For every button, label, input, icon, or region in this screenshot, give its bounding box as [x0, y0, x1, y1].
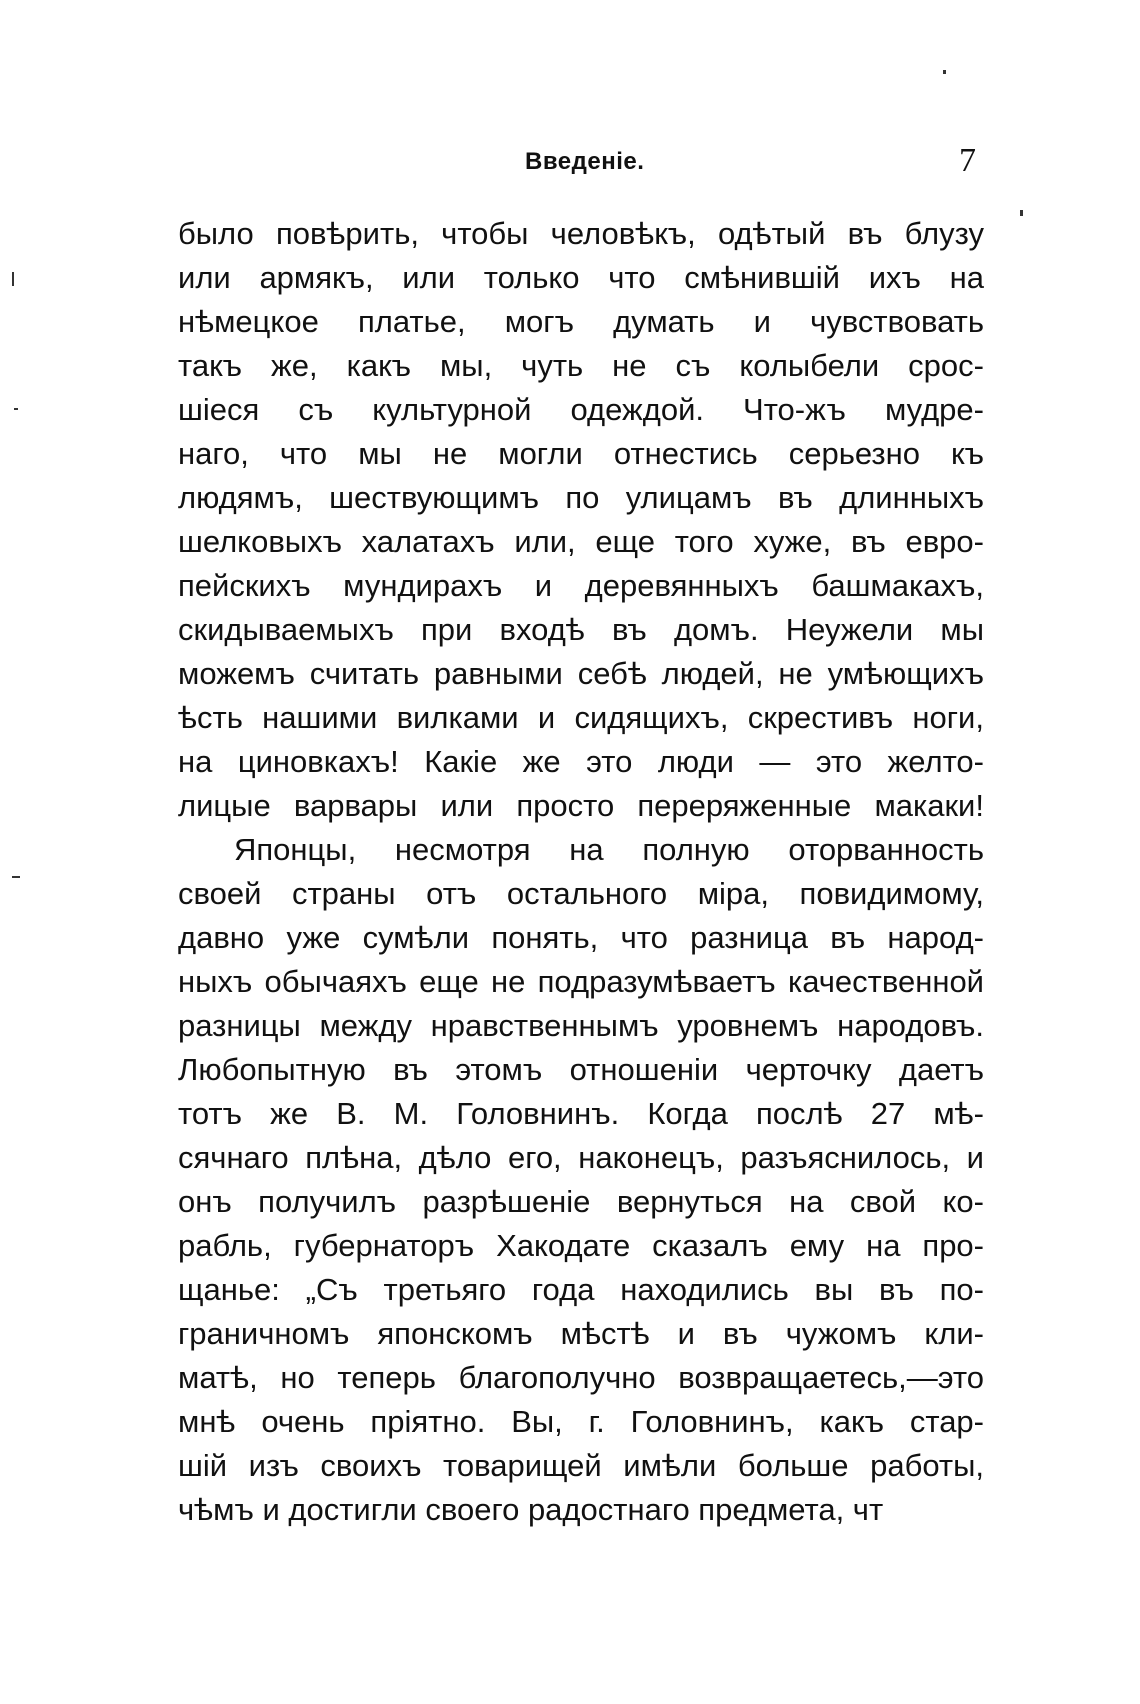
text-line: мнѣ очень прiятно. Вы, г. Головнинъ, какъ стар- [178, 1404, 984, 1439]
text-line: тотъ же В. М. Головнинъ. Когда послѣ 27 мѣ- [178, 1096, 984, 1131]
scan-speck [1020, 210, 1023, 216]
text-line: или армякъ, или только что смѣнившiй ихъ на [178, 260, 984, 295]
text-line: Японцы, несмотря на полную оторванность [234, 832, 984, 867]
text-line: ныхъ обычаяхъ еще не подразумѣваетъ качественной [178, 964, 984, 999]
body-text [178, 212, 984, 1532]
text-line: пейскихъ мундирахъ и деревянныхъ башмакахъ, [178, 568, 984, 603]
text-line: такъ же, какъ мы, чуть не съ колыбели срос- [178, 348, 984, 383]
text-line: давно уже сумѣли понять, что разница въ народ- [178, 920, 984, 955]
text-line: было повѣрить, чтобы человѣкъ, одѣтый въ блузу [178, 216, 984, 251]
text-line: своей страны отъ остального мiра, повидимому, [178, 876, 984, 911]
scan-speck [12, 876, 20, 878]
text-line: ѣсть нашими вилками и сидящихъ, скрестивъ ноги, [178, 700, 984, 735]
text-line: на циновкахъ! Какiе же это люди — это желто- [178, 744, 984, 779]
text-line: шелковыхъ халатахъ или, еще того хуже, въ евро- [178, 524, 984, 559]
text-line: шiеся съ культурной одеждой. Что-жъ мудре- [178, 392, 984, 427]
text-line: Любопытную въ этомъ отношенiи черточку даетъ [178, 1052, 984, 1087]
text-line: разницы между нравственнымъ уровнемъ народовъ. [178, 1008, 984, 1043]
text-line: можемъ считать равными себѣ людей, не умѣющихъ [178, 656, 984, 691]
text-line: граничномъ японскомъ мѣстѣ и въ чужомъ кли- [178, 1316, 984, 1351]
text-line: матѣ, но теперь благополучно возвращаетесь,—это [178, 1360, 984, 1395]
scan-speck [943, 70, 946, 74]
running-title: Введенiе. [525, 148, 645, 175]
text-line: чѣмъ и достигли своего радостнаго предмета, чт [178, 1492, 884, 1527]
scan-speck [14, 408, 18, 410]
page-number: 7 [959, 142, 976, 179]
text-line: сячнаго плѣна, дѣло его, наконецъ, разъяснилось, и [178, 1140, 984, 1175]
paragraph-2 [178, 828, 984, 1532]
text-line: рабль, губернаторъ Хакодате сказалъ ему на про- [178, 1228, 984, 1263]
paragraph-1 [178, 212, 984, 828]
text-line: наго, что мы не могли отнестись серьезно къ [178, 436, 984, 471]
text-line: онъ получилъ разрѣшенiе вернуться на свой ко- [178, 1184, 984, 1219]
text-line: скидываемыхъ при входѣ въ домъ. Неужели мы [178, 612, 984, 647]
text-line: шiй изъ своихъ товарищей имѣли больше работы, [178, 1448, 984, 1483]
text-line: щанье: „Съ третьяго года находились вы въ по- [178, 1272, 984, 1307]
page-header [180, 142, 980, 192]
text-line: людямъ, шествующимъ по улицамъ въ длинныхъ [178, 480, 984, 515]
text-line: нѣмецкое платье, могъ думать и чувствовать [178, 304, 984, 339]
text-line: лицые варвары или просто переряженные макаки! [178, 788, 984, 823]
scan-speck [12, 272, 14, 286]
